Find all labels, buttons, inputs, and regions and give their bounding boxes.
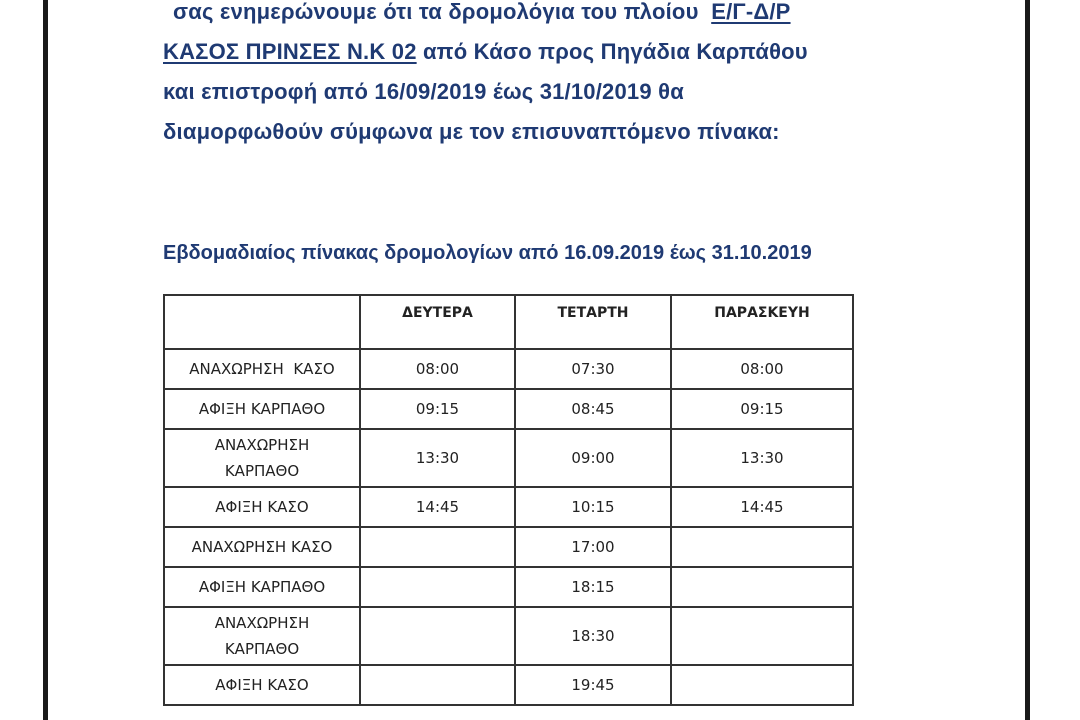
cell-wednesday: 08:45	[515, 389, 671, 429]
table-row	[164, 607, 853, 665]
table-row	[164, 665, 853, 705]
cell-wednesday: 09:00	[515, 429, 671, 487]
row-label: ΑΝΑΧΩΡΗΣΗ ΚΑΡΠΑΘΟ	[164, 429, 360, 487]
cell-monday	[360, 567, 515, 607]
cell-monday: 14:45	[360, 487, 515, 527]
vessel-name-part2: ΚΑΣΟΣ ΠΡΙΝΣΕΣ Ν.Κ 02	[163, 39, 417, 64]
cell-wednesday: 18:15	[515, 567, 671, 607]
table-row	[164, 487, 853, 527]
intro-line-3: και επιστροφή από 16/09/2019 έως 31/10/2019 θα	[163, 79, 684, 104]
row-label: ΑΝΑΧΩΡΗΣΗ ΚΑΡΠΑΘΟ	[164, 607, 360, 665]
header-wednesday: ΤΕΤΑΡΤΗ	[515, 295, 671, 349]
intro-line-4: διαμορφωθούν σύμφωνα με τον επισυναπτόμενο πίνακα:	[163, 119, 780, 144]
cell-wednesday: 18:30	[515, 607, 671, 665]
cell-monday: 08:00	[360, 349, 515, 389]
vessel-name-part1: Ε/Γ-Δ/Ρ	[711, 0, 791, 24]
row-label: ΑΦΙΞΗ ΚΑΣΟ	[164, 487, 360, 527]
row-label: ΑΦΙΞΗ ΚΑΡΠΑΘΟ	[164, 567, 360, 607]
cell-friday	[671, 527, 853, 567]
table-row	[164, 527, 853, 567]
row-label: ΑΝΑΧΩΡΗΣΗ ΚΑΣΟ	[164, 527, 360, 567]
cell-friday: 13:30	[671, 429, 853, 487]
cell-monday: 13:30	[360, 429, 515, 487]
cell-friday	[671, 665, 853, 705]
cell-monday: 09:15	[360, 389, 515, 429]
cell-friday: 14:45	[671, 487, 853, 527]
cell-friday: 08:00	[671, 349, 853, 389]
table-row	[164, 567, 853, 607]
table-row	[164, 389, 853, 429]
cell-friday	[671, 567, 853, 607]
table-row	[164, 349, 853, 389]
row-label: ΑΝΑΧΩΡΗΣΗ ΚΑΣΟ	[164, 349, 360, 389]
row-label: ΑΦΙΞΗ ΚΑΡΠΑΘΟ	[164, 389, 360, 429]
cell-wednesday: 07:30	[515, 349, 671, 389]
header-monday: ΔΕΥΤΕΡΑ	[360, 295, 515, 349]
cell-monday	[360, 665, 515, 705]
header-empty	[164, 295, 360, 349]
table-title: Εβδομαδιαίος πίνακας δρομολογίων από 16.09.2019 έως 31.10.2019	[163, 242, 812, 264]
cell-wednesday: 19:45	[515, 665, 671, 705]
row-label: ΑΦΙΞΗ ΚΑΣΟ	[164, 665, 360, 705]
page-border-left	[43, 0, 48, 720]
cell-wednesday: 17:00	[515, 527, 671, 567]
cell-monday	[360, 527, 515, 567]
page-border-right	[1025, 0, 1030, 720]
intro-line-2	[163, 32, 923, 72]
intro-line-2-text: από Κάσο προς Πηγάδια Καρπάθου	[422, 39, 808, 64]
intro-line-1	[163, 0, 923, 32]
header-friday: ΠΑΡΑΣΚΕΥΗ	[671, 295, 853, 349]
intro-line-1-text: σας ενημερώνουμε ότι τα δρομολόγια του πλοίου	[173, 0, 699, 24]
cell-wednesday: 10:15	[515, 487, 671, 527]
announcement-text	[163, 0, 923, 152]
cell-friday	[671, 607, 853, 665]
cell-monday	[360, 607, 515, 665]
cell-friday: 09:15	[671, 389, 853, 429]
table-header-row	[164, 295, 853, 349]
table-row	[164, 429, 853, 487]
schedule-table	[163, 294, 854, 706]
